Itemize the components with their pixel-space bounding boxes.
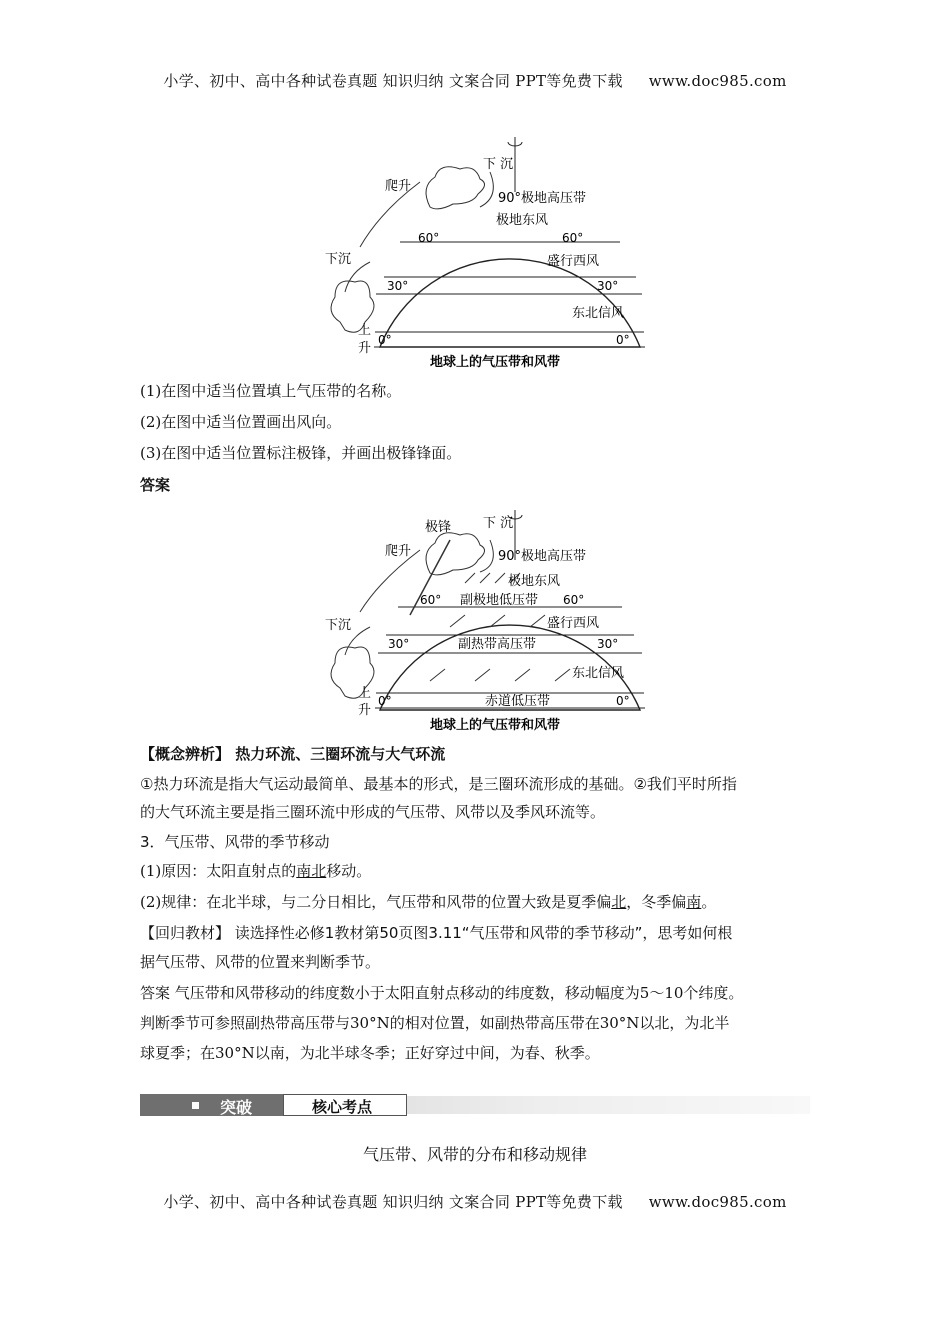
concept-line-2: 的大气环流主要是指三圈环流中形成的气压带、风带以及季风环流等。: [140, 803, 606, 821]
answer2-line-1: 答案 气压带和风带移动的纬度数小于太阳直射点移动的纬度数，移动幅度为5～10个纬度。: [140, 984, 744, 1002]
answer-label: 答案: [140, 476, 171, 494]
fig1-lat30-right: 30°: [597, 279, 619, 293]
page-header: [0, 70, 950, 91]
fig1-lat30-left: 30°: [387, 279, 409, 293]
fig2-polar-east-label: 极地东风: [508, 574, 561, 589]
fig1-sink-left-label: 下沉: [325, 252, 352, 267]
review-line-2: 据气压带、风带的位置来判断季节。: [140, 953, 381, 971]
rule-end: 。: [701, 893, 717, 911]
fig2-front-label: 极锋: [425, 520, 452, 535]
rule-underlined-north: 北: [611, 893, 627, 911]
fig1-lat60-right: 60°: [562, 231, 584, 245]
fig1-trade-label: 东北信风: [572, 306, 625, 321]
figure-pressure-belts-answer: [300, 505, 650, 737]
question-3: (3)在图中适当位置标注极锋，并画出极锋锋面。: [140, 444, 462, 462]
section3-title: 3．气压带、风带的季节移动: [140, 833, 330, 851]
rule-prefix: (2)规律：在北半球，与二分日相比，气压带和风带的位置大致是夏季偏: [140, 893, 612, 911]
footer-url[interactable]: www.doc985.com: [648, 1193, 787, 1211]
fig2-subtropical-label: 副热带高压带: [458, 637, 537, 652]
question-1: (1)在图中适当位置填上气压带的名称。: [140, 382, 402, 400]
fig1-rise-top-label: 爬升: [385, 179, 412, 194]
section-banner: [140, 1092, 810, 1118]
fig2-lat60-left: 60°: [420, 593, 442, 607]
fig2-lat30-right: 30°: [597, 637, 619, 651]
fig2-lat30-left: 30°: [388, 637, 410, 651]
banner-tag: 突破: [220, 1098, 253, 1117]
fig1-lat0-right: 0°: [616, 333, 630, 347]
section-subtitle: 气压带、风带的分布和移动规律: [362, 1145, 587, 1164]
cause-prefix: (1)原因：太阳直射点的: [140, 862, 297, 880]
section3-cause: [140, 861, 830, 881]
fig2-sink-label: 下 沉: [483, 516, 514, 531]
header-text: 小学、初中、高中各种试卷真题 知识归纳 文案合同 PPT等免费下载: [163, 72, 623, 90]
rule-mid: ，冬季偏: [626, 893, 687, 911]
fig1-sink-label: 下 沉: [483, 157, 514, 172]
fig2-westerly-label: 盛行西风: [547, 616, 600, 631]
banner-label: 核心考点: [312, 1098, 373, 1116]
cause-underlined: 南北: [296, 862, 327, 880]
banner-dark-block: [140, 1094, 283, 1116]
fig2-rise-bottom-2: 升: [358, 703, 372, 718]
fig1-polar-high-label: 90°极地高压带: [498, 191, 587, 206]
fig1-rise-bottom-2: 升: [358, 341, 372, 356]
fig2-lat60-right: 60°: [563, 593, 585, 607]
page-footer: [0, 1191, 950, 1212]
concept-title: 【概念辨析】 热力环流、三圈环流与大气环流: [140, 745, 446, 763]
fig2-rise-bottom-1: 上: [358, 686, 372, 701]
concept-line-1: ①热力环流是指大气运动最简单、最基本的形式，是三圈环流形成的基础。②我们平时所指: [140, 775, 737, 793]
answer2-line-3: 球夏季；在30°N以南，为北半球冬季；正好穿过中间，为春、秋季。: [140, 1044, 600, 1062]
answer2-line-2: 判断季节可参照副热带高压带与30°N的相对位置，如副热带高压带在30°N以北，为北半: [140, 1014, 730, 1032]
review-line-1: 【回归教材】 读选择性必修1教材第50页图3.11“气压带和风带的季节移动”，思考如何根: [140, 924, 733, 942]
figure-pressure-belts-question: [300, 132, 650, 372]
fig1-westerly-label: 盛行西风: [547, 254, 600, 269]
fig1-rise-bottom-1: 上: [358, 323, 372, 338]
rule-underlined-south: 南: [686, 893, 702, 911]
fig1-caption: 地球上的气压带和风带: [430, 355, 561, 370]
fig2-lat0-left: 0°: [378, 694, 392, 708]
fig1-lat60-left: 60°: [418, 231, 440, 245]
fig1-polar-east-label: 极地东风: [496, 213, 549, 228]
question-2: (2)在图中适当位置画出风向。: [140, 413, 342, 431]
figure2-svg: [300, 505, 650, 737]
fig2-rise-top-label: 爬升: [385, 544, 412, 559]
fig2-caption: 地球上的气压带和风带: [430, 718, 561, 733]
banner-square-icon: [192, 1102, 199, 1109]
fig2-sink-left-label: 下沉: [325, 618, 352, 633]
fig2-equatorial-label: 赤道低压带: [485, 694, 551, 709]
section3-rule: [140, 892, 830, 912]
fig2-lat0-right: 0°: [616, 694, 630, 708]
fig2-polar-high-label: 90°极地高压带: [498, 549, 587, 564]
footer-text: 小学、初中、高中各种试卷真题 知识归纳 文案合同 PPT等免费下载: [163, 1193, 623, 1211]
figure1-svg: [300, 132, 650, 372]
header-url[interactable]: www.doc985.com: [648, 72, 787, 90]
fig1-lat0-left: 0°: [378, 333, 392, 347]
fig2-trade-label: 东北信风: [572, 666, 625, 681]
fig2-subpolar-label: 副极地低压带: [460, 593, 539, 608]
cause-suffix: 移动。: [326, 862, 372, 880]
